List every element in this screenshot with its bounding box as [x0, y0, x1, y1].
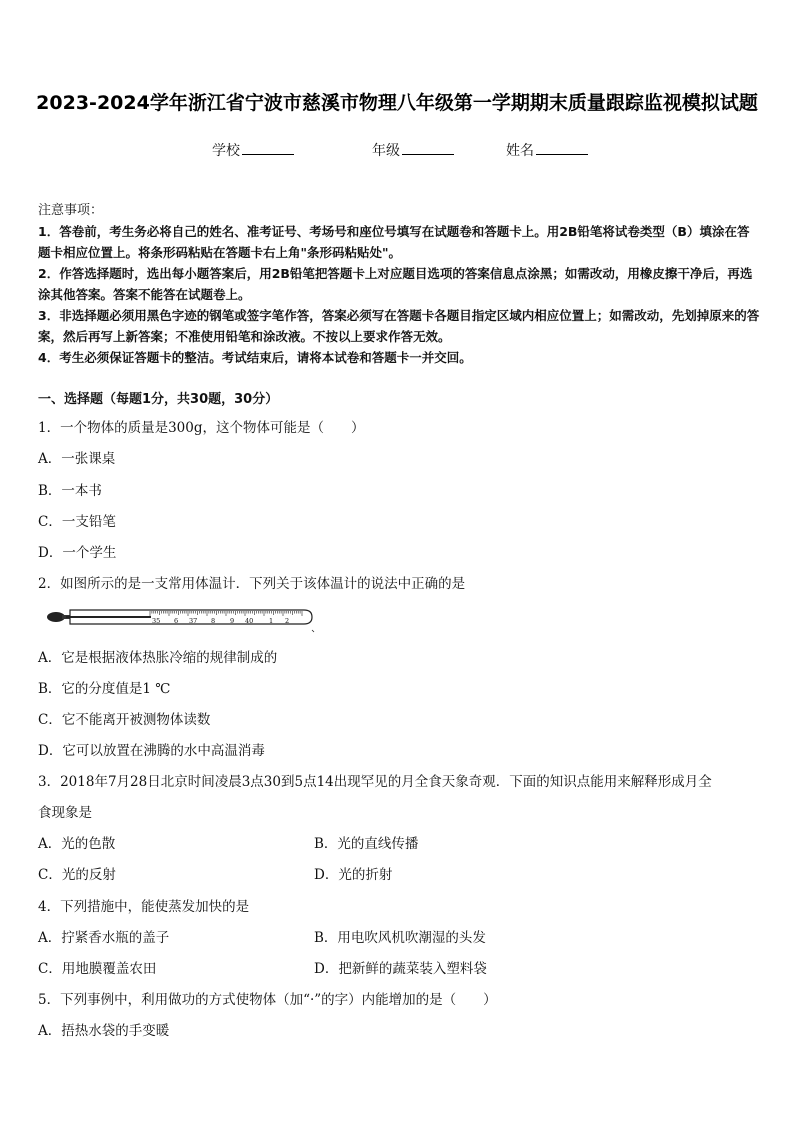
school-blank [242, 140, 294, 155]
q1-stem: 1．一个物体的质量是300g，这个物体可能是（ ） [38, 420, 365, 436]
name-blank [536, 140, 588, 155]
scale-label: 9 [230, 617, 235, 625]
name-label: 姓名 [506, 143, 534, 159]
section-heading: 一、选择题（每题1分，共30题，30分） [38, 392, 279, 407]
q4-option-b: B．用电吹风机吹潮湿的头发 [314, 930, 486, 946]
scale-label: 8 [211, 617, 216, 625]
q3-option-b: B．光的直线传播 [314, 836, 419, 852]
q1-option-a: A．一张课桌 [38, 451, 116, 467]
q4-option-d: D．把新鲜的蔬菜装入塑料袋 [314, 961, 487, 977]
q4-option-a: A．拧紧香水瓶的盖子 [38, 930, 170, 946]
scale-label: 35 [152, 617, 161, 625]
q2-option-d: D．它可以放置在沸腾的水中高温消毒 [38, 743, 265, 759]
note-item: 3．非选择题必须用黑色字迹的钢笔或签字笔作答，答案必须写在答题卡各题目指定区域内相应位置上；如需改动，先划掉原来的答案，然后再写上新答案；不准使用铅笔和涂改液。不按以上要求作答无效。 [38, 308, 760, 344]
grade-field [372, 140, 454, 160]
figure-mark [312, 630, 314, 632]
notes-block [38, 200, 760, 368]
q2-option-b: B．它的分度值是1 ℃ [38, 681, 171, 697]
school-label: 学校 [212, 143, 240, 159]
q5-stem: 5．下列事例中，利用做功的方式使物体（加“·”的字）内能增加的是（ ） [38, 992, 497, 1008]
q1-option-b: B．一本书 [38, 483, 102, 499]
scale-label: 6 [174, 617, 179, 625]
school-field [212, 140, 294, 160]
q3-option-a: A．光的色散 [38, 836, 116, 852]
note-item: 2．作答选择题时，选出每小题答案后，用2B铅笔把答题卡上对应题目选项的答案信息点涂黑；如需改动，用橡皮擦干净后，再选涂其他答案。答案不能答在试题卷上。 [38, 266, 753, 302]
note-item: 4．考生必须保证答题卡的整洁。考试结束后，请将本试卷和答题卡一并交回。 [38, 350, 472, 365]
scale-label: 40 [245, 617, 254, 625]
q2-option-a: A．它是根据液体热胀冷缩的规律制成的 [38, 650, 278, 666]
q1-option-c: C．一支铅笔 [38, 514, 116, 530]
q4-stem: 4．下列措施中，能使蒸发加快的是 [38, 899, 250, 915]
q3-option-c: C．光的反射 [38, 867, 116, 883]
exam-title: 2023-2024学年浙江省宁波市慈溪市物理八年级第一学期期末质量跟踪监视模拟试题 [36, 92, 758, 114]
q2-option-c: C．它不能离开被测物体读数 [38, 712, 211, 728]
q5-option-a: A．捂热水袋的手变暖 [38, 1023, 170, 1039]
note-item: 1．答卷前，考生务必将自己的姓名、准考证号、考场号和座位号填写在试题卷和答题卡上。用2B铅笔将试卷类型（B）填涂在答题卡相应位置上。将条形码粘贴在答题卡右上角"条形码粘贴处"。 [38, 224, 750, 260]
thermometer-figure [46, 606, 318, 634]
mercury-column [66, 616, 151, 618]
grade-blank [402, 140, 454, 155]
q3-stem-line2: 食现象是 [38, 805, 92, 821]
grade-label: 年级 [372, 143, 400, 159]
scale-label: 37 [189, 617, 198, 625]
scale-label: 1 [269, 617, 274, 625]
q4-option-c: C．用地膜覆盖农田 [38, 961, 157, 977]
name-field [506, 140, 588, 160]
notes-header: 注意事项： [38, 203, 104, 218]
q1-option-d: D．一个学生 [38, 545, 117, 561]
scale-label: 2 [285, 617, 290, 625]
q3-stem-line1: 3．2018年7月28日北京时间凌晨3点30到5点14出现罕见的月全食天象奇观．下面的知识点能用来解释形成月全 [38, 774, 712, 790]
q3-option-d: D．光的折射 [314, 867, 393, 883]
q2-stem: 2．如图所示的是一支常用体温计．下列关于该体温计的说法中正确的是 [38, 576, 466, 592]
